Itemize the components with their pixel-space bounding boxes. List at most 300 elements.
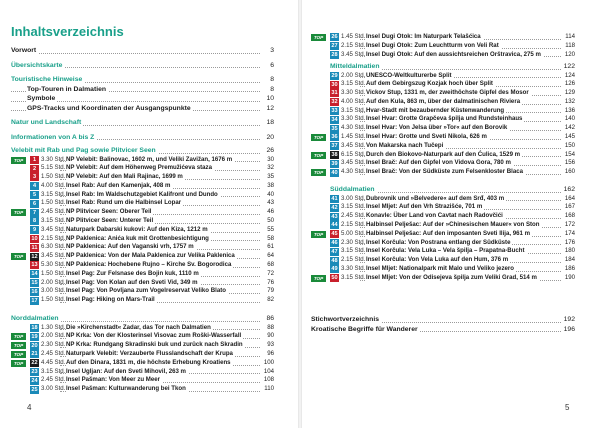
page-number-left: 4 [27, 403, 32, 412]
tour-title: Insel Pag: Von Kolan auf den Sveti Vid, 349 m [66, 278, 198, 286]
toc-entry-label: Vorwort [11, 47, 37, 54]
tour-title: Insel Pag: Hiking on Mars-Trail [66, 296, 155, 304]
tour-number-badge: 41 [331, 195, 338, 202]
top-tour-badge: TOP [11, 351, 26, 358]
tour-number-badge: 8 [30, 217, 39, 225]
tour-page: 118 [565, 41, 575, 49]
tour-entry[interactable] [330, 247, 575, 256]
tour-number-badge: 27 [331, 43, 338, 50]
section-page: 122 [563, 63, 575, 70]
tour-entry[interactable] [330, 212, 575, 221]
tour-duration: 4.00 Std. [41, 181, 66, 189]
tour-duration: 2.45 Std. [41, 349, 66, 357]
tour-page: 32 [267, 164, 274, 172]
tour-page: 55 [267, 225, 274, 233]
tour-entry[interactable] [13, 332, 274, 341]
tour-title: Insel Rab: Auf den Kamenjak, 408 m [66, 181, 171, 189]
tour-number-badge: 4 [30, 182, 39, 190]
toc-entry-label: Stichwortverzeichnis [311, 316, 379, 323]
tour-duration: 3.00 Std. [41, 385, 66, 393]
tour-title: Insel Dugi Otok: Im Naturpark Telašćica [366, 33, 481, 40]
tour-page: 120 [564, 50, 575, 58]
tour-duration: 3.30 Std. [341, 115, 366, 123]
tour-page: 110 [264, 385, 274, 393]
tour-number-badge: 13 [31, 262, 38, 269]
toc-entry-label: Top-Touren in Dalmatien [27, 85, 107, 93]
tour-title: Hvar-Stadt mit bezaubernder Küstenwanderung [366, 106, 505, 114]
tour-page: 35 [267, 173, 274, 181]
tour-title: Insel Mljet: Nationalpark mit Malo und Veliko jezero [366, 264, 514, 272]
toc-entry-page: 8 [270, 85, 274, 93]
tour-title: Insel Korčula: Von Vela Luka auf den Hum, 376 m [366, 256, 509, 264]
front-matter [11, 46, 274, 142]
tour-page: 136 [564, 106, 575, 114]
tour-title: Insel Brač: Von der Südküste zum Felsenkloster Blaca [366, 168, 524, 176]
tour-duration: 2.15 Std. [341, 41, 366, 49]
tour-title: Auf den Dinara, 1831 m, die höchste Erhebung Kroatiens [66, 358, 231, 366]
right-tour-list-top [313, 33, 575, 59]
tour-duration: 1.50 Std. [41, 199, 66, 207]
tour-number-badge: 11 [31, 244, 38, 251]
top-tour-badge: TOP [311, 275, 326, 282]
tour-title: Halbinsel Pelješac: Auf der »Chinesischen Mauer« von Ston [366, 220, 540, 228]
toc-entry-page: 18 [266, 119, 274, 126]
tour-page: 140 [564, 115, 575, 123]
tour-entry[interactable] [313, 133, 575, 142]
section-title: Velebit mit Rab und Pag sowie Plitvicer Seen [11, 147, 156, 154]
tour-duration: 2.15 Std. [341, 256, 366, 264]
section-heading[interactable] [330, 62, 575, 72]
tour-entry[interactable] [30, 164, 274, 173]
tour-page: 132 [564, 97, 575, 105]
tour-number-badge: 33 [331, 108, 338, 115]
toc-entry-label: Natur und Landschaft [11, 119, 82, 126]
tour-entry[interactable] [313, 33, 575, 42]
tour-number-badge: 12 [31, 253, 38, 260]
tour-title: NP Paklenica: Hochebene Rujno – Kirche Sv. Bogorodica [66, 261, 232, 269]
tour-page: 96 [267, 349, 274, 357]
toc-entry[interactable] [11, 94, 274, 104]
tour-duration: 3.00 Std. [341, 194, 366, 202]
tour-duration: 1.45 Std. [341, 133, 366, 141]
tour-number-badge: 26 [331, 34, 338, 41]
toc-entry-page: 10 [266, 95, 274, 102]
tour-page: 38 [267, 181, 274, 189]
tour-duration: 3.00 Std. [41, 287, 66, 295]
tour-title: Auf den Kula, 863 m, über der dalmatinischen Riviera [366, 97, 521, 105]
tour-duration: 3.15 Std. [341, 247, 366, 255]
tour-entry[interactable] [30, 376, 274, 385]
tour-page: 129 [564, 89, 575, 97]
tour-duration: 5.15 Std. [41, 164, 66, 172]
top-tour-badge: TOP [11, 157, 26, 164]
tour-page: 82 [267, 296, 274, 304]
right-page [300, 0, 600, 428]
tour-page: 40 [267, 190, 274, 198]
tour-duration: 5.00 Std. [341, 229, 366, 237]
tour-duration: 1.50 Std. [41, 269, 66, 277]
tour-entry[interactable] [330, 221, 575, 230]
tour-entry[interactable] [330, 265, 575, 274]
toc-entry[interactable] [11, 46, 274, 56]
tour-title: Naturpark Velebit: Verzauberte Flusslandschaft der Krupa [66, 349, 233, 357]
tour-entry[interactable] [30, 270, 274, 279]
tour-title: Insel Hvar: Grotte Grapčeva špilja und Rundsteinhaus [366, 115, 523, 123]
tour-number-badge: 43 [331, 213, 338, 220]
tour-entry[interactable] [30, 173, 274, 182]
tour-number-badge: 44 [331, 222, 338, 229]
top-tour-badge: TOP [311, 231, 326, 238]
tour-page: 61 [267, 243, 274, 251]
toc-entry[interactable] [11, 85, 274, 95]
tour-title: Insel Pag: Von Povljana zum Vogelreservat Veliko Blato [66, 287, 226, 295]
tour-duration: 2.15 Std. [41, 234, 66, 242]
tour-title: Insel Rab: Im Waldschutzgebiet Kalifront und Dundo [66, 190, 218, 198]
tour-title: Durch den Biokovo-Naturpark auf den Ćulica, 1529 m [366, 150, 521, 158]
top-tour-badge: TOP [11, 360, 26, 367]
tour-entry[interactable] [30, 385, 274, 394]
tour-page: 79 [267, 287, 274, 295]
tour-number-badge: 29 [331, 72, 338, 79]
tour-page: 72 [267, 269, 274, 277]
tour-number-badge: 47 [331, 248, 338, 255]
tour-duration: 3.30 Std. [41, 155, 66, 163]
tour-duration: 3.45 Std. [41, 252, 66, 260]
top-tour-badge: TOP [311, 34, 326, 41]
tour-duration: 6.15 Std. [341, 150, 366, 158]
tour-title: NP Krka: Von der Klosterinsel Visovac zum Roški-Wasserfall [66, 332, 242, 340]
tour-duration: 2.30 Std. [341, 238, 366, 246]
tour-page: 104 [263, 367, 274, 375]
toc-entry[interactable] [11, 104, 274, 114]
toc-entry[interactable] [11, 75, 274, 85]
section-heading[interactable] [330, 185, 575, 195]
tour-number-badge: 50 [331, 275, 338, 282]
tour-title: Insel Pag: Zur Felsnase des Bojin kuk, 1110 m [66, 269, 199, 277]
tour-title: Vickov Stup, 1331 m, der zweithöchste Gipfel des Mosor [366, 89, 529, 97]
toc-entry-page: 3 [270, 47, 274, 54]
tour-title: Halbinsel Pelješac: Auf den imposanten Sveti Ilija, 961 m [366, 229, 531, 237]
tour-page: 167 [564, 203, 575, 211]
tour-entry[interactable] [313, 168, 575, 177]
tour-number-badge: 30 [331, 81, 338, 88]
tour-number-badge: 25 [31, 386, 38, 393]
tour-number-badge: 6 [30, 200, 39, 208]
tour-title: Insel Hvar: Von Jelsa über »Tor« auf den Borovik [366, 124, 508, 132]
tour-entry[interactable] [330, 142, 575, 151]
tour-duration: 2.45 Std. [41, 208, 66, 216]
toc-entry-page: 8 [270, 76, 274, 83]
tour-duration: 4.30 Std. [341, 168, 366, 176]
page-number-right: 5 [565, 403, 570, 412]
toc-entry-page: 6 [270, 61, 274, 69]
tour-number-badge: 36 [331, 134, 338, 141]
tour-entry[interactable] [30, 261, 274, 270]
tour-title: Insel Korčula: Vela Luka – Vela špilja – Prapatna-Bucht [366, 247, 525, 255]
tour-number-badge: 28 [331, 51, 338, 58]
tour-entry[interactable] [30, 217, 274, 226]
tour-entry[interactable] [330, 72, 575, 81]
section-heading[interactable] [11, 314, 274, 324]
tour-entry[interactable] [13, 155, 274, 165]
tour-duration: 3.15 Std. [341, 203, 366, 211]
tour-title: Insel Dugi Otok: Auf den aussichtsreichen Orštravica, 275 m [366, 50, 541, 58]
tour-title: NP Velebit: Balinovac, 1602 m, und Veliki Zavižan, 1676 m [66, 155, 233, 163]
tour-number-badge: 37 [331, 143, 338, 150]
tour-number-badge: 3 [30, 173, 39, 181]
tour-number-badge: 40 [331, 169, 338, 176]
toc-entry-label: Informationen von A bis Z [11, 133, 95, 141]
tour-entry[interactable] [330, 159, 575, 168]
tour-number-badge: 23 [31, 368, 38, 375]
tour-duration: 4.00 Std. [341, 97, 366, 105]
tour-number-badge: 17 [31, 297, 38, 304]
top-tour-badge: TOP [311, 152, 326, 159]
tour-duration: 3.15 Std. [41, 367, 66, 375]
tour-entry[interactable] [313, 229, 575, 239]
tour-page: 46 [267, 208, 274, 216]
toc-entry-label: Touristische Hinweise [11, 76, 83, 83]
tour-entry[interactable] [330, 98, 575, 107]
tour-number-badge: 15 [31, 280, 38, 287]
tour-title: Insel Rab: Rund um die Halbinsel Lopar [66, 199, 182, 207]
tour-page: 186 [564, 264, 575, 272]
toc-entry-label: GPS-Tracks und Koordinaten der Ausgangspunkte [27, 104, 191, 112]
tour-number-badge: 46 [331, 239, 338, 246]
tour-entry[interactable] [30, 243, 274, 252]
section-title: Norddalmatien [11, 315, 59, 323]
tour-entry[interactable] [330, 124, 575, 133]
tour-title: UNESCO-Weltkulturerbe Split [366, 71, 452, 79]
tour-page: 145 [564, 133, 575, 141]
dot-leader [11, 53, 260, 54]
tour-page: 124 [564, 71, 575, 79]
tour-title: Konavle: Über Land von Cavtat nach Radovčići [366, 212, 503, 220]
tour-page: 114 [565, 33, 575, 40]
tour-title: Insel Hvar: Grotte und Sveti Nikola, 626 m [366, 133, 487, 141]
top-tour-badge: TOP [11, 333, 26, 340]
tour-page: 150 [564, 141, 575, 149]
tour-page: 58 [267, 234, 274, 242]
tour-page: 43 [267, 199, 274, 207]
right-tour-list [313, 62, 575, 283]
tour-duration: 2.00 Std. [41, 332, 66, 340]
section-heading[interactable] [11, 146, 274, 156]
toc-entry-page: 20 [266, 133, 274, 141]
tour-duration: 3.30 Std. [341, 89, 366, 97]
tour-duration: 5.30 Std. [41, 261, 66, 269]
tour-number-badge: 22 [31, 360, 38, 367]
tour-duration: 2.00 Std. [341, 71, 366, 79]
tour-title: NP Plitvicer Seen: Oberer Teil [66, 208, 152, 216]
tour-page: 164 [564, 194, 575, 202]
toc-entry[interactable] [11, 61, 274, 71]
tour-duration: 3.15 Std. [341, 106, 366, 114]
tour-number-badge: 14 [31, 271, 38, 278]
tour-title: Auf dem Gebirgszug Kozjak hoch über Split [366, 80, 493, 88]
top-tour-badge: TOP [11, 342, 26, 349]
tour-number-badge: 45 [331, 231, 338, 238]
tour-duration: 1.50 Std. [41, 173, 66, 181]
tour-duration: 6.30 Std. [41, 243, 66, 251]
tour-number-badge: 1 [30, 156, 39, 164]
tour-duration: 4.30 Std. [341, 124, 366, 132]
tour-entry[interactable] [330, 256, 575, 265]
tour-duration: 3.45 Std. [341, 159, 366, 167]
tour-duration: 2.45 Std. [41, 376, 66, 384]
tour-number-badge: 19 [31, 333, 38, 340]
tour-number-badge: 21 [31, 351, 38, 358]
section-page: 26 [266, 147, 274, 154]
tour-page: 126 [564, 80, 575, 88]
tour-page: 100 [263, 358, 274, 366]
section-page: 86 [266, 315, 274, 323]
tour-entry[interactable] [30, 182, 274, 191]
tour-entry[interactable] [13, 208, 274, 217]
tour-page: 108 [263, 376, 274, 384]
tour-title: NP Paklenica: Von der Mala Paklenica zur Velika Paklenica [66, 252, 235, 260]
tour-page: 168 [564, 212, 575, 220]
tour-number-badge: 9 [30, 226, 39, 234]
tour-number-badge: 31 [331, 90, 338, 97]
tour-duration: 3.30 Std. [341, 264, 366, 272]
tour-title: Insel Korčula: Von Postrana entlang der Südküste [366, 238, 511, 246]
tour-duration: 3.15 Std. [341, 80, 366, 88]
tour-number-badge: 42 [331, 204, 338, 211]
tour-entry[interactable] [30, 287, 274, 296]
tour-page: 176 [564, 238, 575, 246]
tour-page: 142 [564, 124, 575, 132]
tour-entry[interactable] [13, 358, 274, 368]
section-title: Süddalmatien [330, 186, 375, 194]
tour-entry[interactable] [330, 80, 575, 89]
tour-duration: 3.15 Std. [41, 190, 66, 198]
tour-title: Insel Mljet: Auf den Vrh Strazišće, 701 m [366, 203, 483, 211]
tour-number-badge: 48 [331, 257, 338, 264]
tour-title: Insel Ugljan: Auf den Sveti Mihovil, 263 m [66, 367, 186, 375]
top-tour-badge: TOP [311, 134, 326, 141]
tour-entry[interactable] [13, 341, 274, 350]
tour-page: 174 [564, 229, 575, 237]
tour-page: 172 [564, 220, 575, 228]
tour-entry[interactable] [330, 89, 575, 98]
tour-page: 64 [267, 252, 274, 260]
tour-entry[interactable] [330, 51, 575, 60]
tour-page: 76 [267, 278, 274, 286]
toc-entry[interactable] [311, 325, 575, 335]
tour-number-badge: 2 [30, 165, 39, 173]
tour-title: NP Plitvicer Seen: Unterer Teil [66, 217, 154, 225]
toc-title: Inhaltsverzeichnis [11, 24, 124, 39]
tour-title: NP Paklenica: Auf den Vaganski vrh, 1757 m [66, 243, 194, 251]
tour-page: 184 [564, 256, 575, 264]
tour-title: NP Krka: Rundgang Skradinski buk und zurück nach Skradin [66, 341, 243, 349]
tour-title: Die »Kirchenstadt« Zadar, das Tor nach Dalmatien [66, 323, 211, 331]
tour-entry[interactable] [13, 252, 274, 261]
tour-title: Dubrovnik und »Belvedere« auf dem Srđ, 403 m [366, 194, 505, 202]
tour-page: 180 [564, 247, 575, 255]
tour-page: 68 [267, 261, 274, 269]
tour-title: Insel Mljet: Von der Odisejeva špilja zum Veliki Grad, 514 m [366, 273, 537, 281]
tour-number-badge: 5 [30, 191, 39, 199]
tour-page: 93 [267, 341, 274, 349]
toc-entry-label: Übersichtskarte [11, 61, 63, 69]
tour-number-badge: 35 [331, 125, 338, 132]
tour-number-badge: 24 [31, 377, 38, 384]
tour-duration: 2.15 Std. [341, 220, 366, 228]
tour-entry[interactable] [30, 199, 274, 208]
tour-page: 160 [564, 168, 575, 176]
tour-title: Insel Brač: Auf den Gipfel von Vidova Gora, 780 m [366, 159, 511, 167]
tour-title: NP Velebit: Auf dem Höhenweg Premužićeva staza [66, 164, 212, 172]
tour-page: 30 [267, 155, 274, 163]
tour-number-badge: 38 [331, 152, 338, 159]
tour-title: NP Velebit: Auf den Mali Rajinac, 1699 m [66, 173, 183, 181]
top-tour-badge: TOP [311, 169, 326, 176]
tour-entry[interactable] [330, 115, 575, 124]
toc-entry[interactable] [311, 315, 575, 325]
tour-duration: 1.50 Std. [41, 296, 66, 304]
tour-number-badge: 39 [331, 160, 338, 167]
toc-entry-label: Kroatische Begriffe für Wanderer [311, 325, 418, 333]
tour-number-badge: 16 [31, 288, 38, 295]
back-matter [311, 315, 575, 334]
toc-entry-label: Symbole [27, 95, 56, 102]
section-title: Mitteldalmatien [330, 63, 380, 70]
tour-duration: 3.45 Std. [341, 50, 366, 58]
tour-entry[interactable] [13, 349, 274, 359]
tour-page: 190 [564, 273, 575, 281]
tour-duration: 4.45 Std. [41, 358, 66, 366]
tour-title: NP Paklenica: Anića kuk mit Grottenbesichtigung [66, 234, 209, 242]
tour-page: 154 [564, 150, 575, 158]
tour-duration: 1.30 Std. [41, 323, 66, 331]
tour-entry[interactable] [330, 42, 575, 51]
tour-number-badge: 34 [331, 116, 338, 123]
section-page: 162 [563, 186, 575, 194]
toc-entry-page: 192 [563, 316, 575, 323]
tour-duration: 3.45 Std. [41, 225, 66, 233]
tour-title: Insel Dugi Otok: Zum Leuchtturm von Veli Rat [366, 41, 499, 49]
tour-duration: 2.30 Std. [41, 341, 66, 349]
tour-number-badge: 7 [30, 209, 39, 217]
tour-page: 88 [267, 323, 274, 331]
tour-number-badge: 10 [31, 236, 38, 243]
tour-number-badge: 32 [331, 99, 338, 106]
top-tour-badge: TOP [11, 209, 26, 216]
tour-title: Naturpark Dabarski kukovi: Auf den Kiza, 1212 m [66, 225, 208, 233]
tour-duration: 1.45 Std. [341, 33, 366, 40]
toc-entry[interactable] [11, 133, 274, 143]
toc-entry-page: 12 [266, 104, 274, 112]
toc-entry-page: 196 [563, 325, 575, 333]
tour-entry[interactable] [30, 226, 274, 235]
tour-entry[interactable] [313, 273, 575, 283]
tour-entry[interactable] [30, 296, 274, 305]
tour-duration: 3.15 Std. [41, 217, 66, 225]
tour-duration: 3.15 Std. [341, 273, 366, 281]
tour-duration: 3.45 Std. [341, 141, 366, 149]
tour-entry[interactable] [330, 203, 575, 212]
toc-entry[interactable] [11, 118, 274, 128]
tour-page: 90 [267, 332, 274, 340]
left-tour-list [11, 146, 274, 394]
tour-entry[interactable] [30, 368, 274, 377]
tour-duration: 2.00 Std. [41, 278, 66, 286]
tour-title: Insel Pašman: Von Meer zu Meer [66, 376, 161, 384]
tour-title: Von Makarska nach Tučepi [366, 141, 444, 149]
tour-page: 50 [267, 217, 274, 225]
